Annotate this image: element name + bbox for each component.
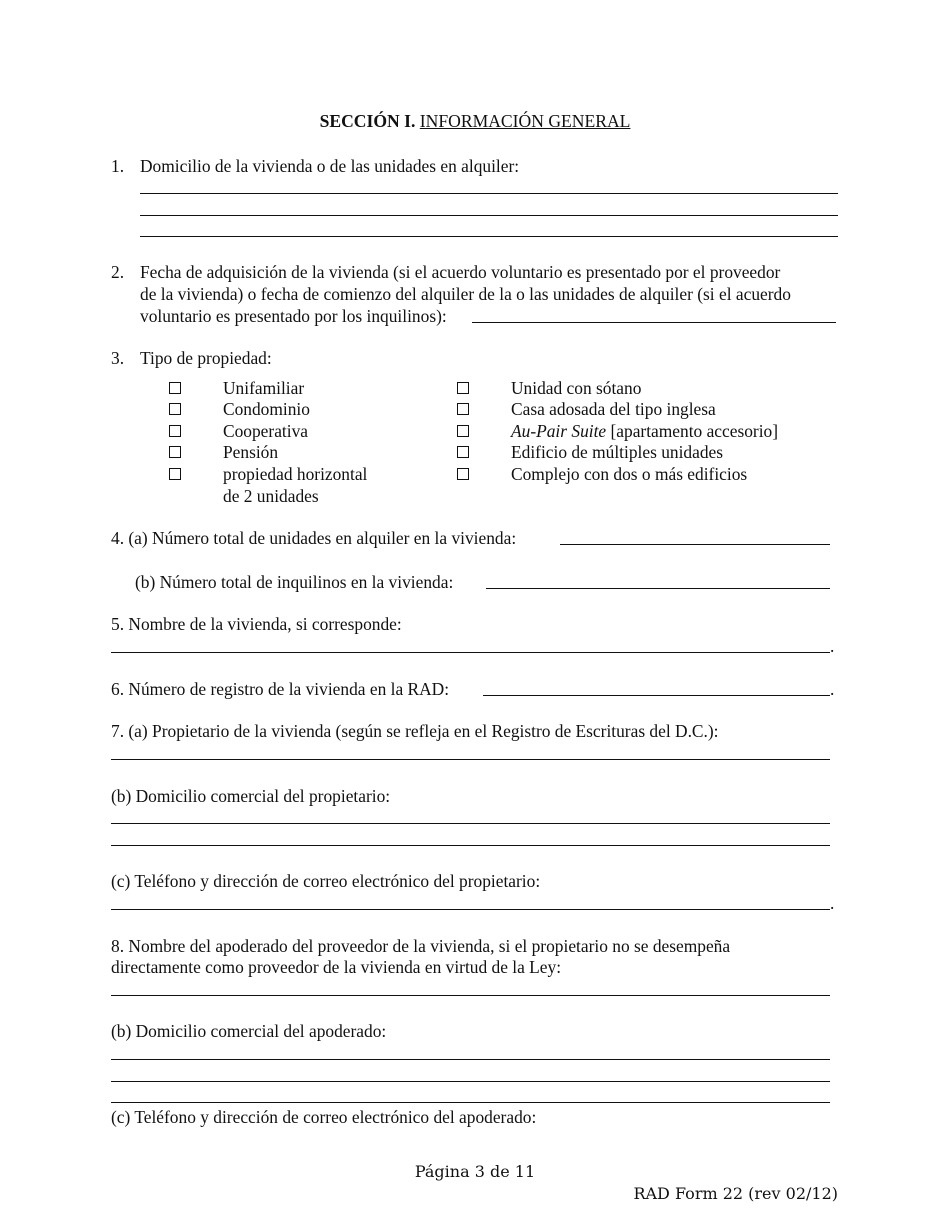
option-condominio: Condominio bbox=[223, 399, 310, 419]
q4a-label: 4. (a) Número total de unidades en alquiler en la vivienda: bbox=[111, 528, 517, 548]
checkbox-casa-adosada[interactable] bbox=[457, 403, 469, 415]
q7c-field[interactable] bbox=[111, 909, 830, 910]
au-pair-suffix: [apartamento accesorio] bbox=[606, 421, 779, 441]
checkbox-au-pair-suite[interactable] bbox=[457, 425, 469, 437]
checkbox-unidad-sotano[interactable] bbox=[457, 382, 469, 394]
checkbox-unifamiliar[interactable] bbox=[169, 382, 181, 394]
q1-address-line-3[interactable] bbox=[140, 236, 838, 237]
option-propiedad-horizontal: propiedad horizontal bbox=[223, 464, 368, 484]
option-cooperativa: Cooperativa bbox=[223, 421, 308, 441]
checkbox-edificio-multiples[interactable] bbox=[457, 446, 469, 458]
q1-address-line-1[interactable] bbox=[140, 193, 838, 194]
option-propiedad-horizontal-cont: de 2 unidades bbox=[223, 486, 319, 506]
q2-number: 2. bbox=[111, 262, 125, 282]
option-au-pair-suite bbox=[511, 421, 778, 443]
q8-line-2: directamente como proveedor de la vivienda en virtud de la Ley: bbox=[111, 957, 562, 977]
q4b-field[interactable] bbox=[486, 588, 830, 589]
q2-line-3: voluntario es presentado por los inquilinos): bbox=[140, 306, 447, 326]
q8b-field-2[interactable] bbox=[111, 1081, 830, 1082]
section-number: SECCIÓN I. bbox=[319, 111, 416, 131]
q5-period: . bbox=[830, 636, 835, 656]
form-id: RAD Form 22 (rev 02/12) bbox=[633, 1184, 838, 1203]
q2-date-field[interactable] bbox=[472, 322, 836, 323]
checkbox-pension[interactable] bbox=[169, 446, 181, 458]
q2-line-1: Fecha de adquisición de la vivienda (si el acuerdo voluntario es presentado por el proveedor bbox=[140, 262, 781, 282]
page-number: Página 3 de 11 bbox=[414, 1162, 536, 1181]
q6-field[interactable] bbox=[483, 695, 830, 696]
q4b-label: (b) Número total de inquilinos en la vivienda: bbox=[135, 572, 454, 592]
q6-label: 6. Número de registro de la vivienda en la RAD: bbox=[111, 679, 450, 699]
q8b-label: (b) Domicilio comercial del apoderado: bbox=[111, 1021, 387, 1041]
q7c-period: . bbox=[830, 893, 835, 913]
q5-label: 5. Nombre de la vivienda, si corresponde: bbox=[111, 614, 402, 634]
option-complejo-edificios: Complejo con dos o más edificios bbox=[511, 464, 748, 484]
option-unifamiliar: Unifamiliar bbox=[223, 378, 305, 398]
option-pension: Pensión bbox=[223, 442, 279, 462]
checkbox-complejo-edificios[interactable] bbox=[457, 468, 469, 480]
q7b-label: (b) Domicilio comercial del propietario: bbox=[111, 786, 391, 806]
checkbox-condominio[interactable] bbox=[169, 403, 181, 415]
q8b-field-1[interactable] bbox=[111, 1059, 830, 1060]
option-edificio-multiples: Edificio de múltiples unidades bbox=[511, 442, 724, 462]
q7b-field-2[interactable] bbox=[111, 845, 830, 846]
checkbox-cooperativa[interactable] bbox=[169, 425, 181, 437]
q4a-field[interactable] bbox=[560, 544, 830, 545]
q8b-field-3[interactable] bbox=[111, 1102, 830, 1103]
q8c-label: (c) Teléfono y dirección de correo electrónico del apoderado: bbox=[111, 1107, 537, 1127]
q6-period: . bbox=[830, 679, 835, 699]
section-title bbox=[0, 111, 950, 133]
q2-line-2: de la vivienda) o fecha de comienzo del alquiler de la o las unidades de alquiler (si el acuerdo bbox=[140, 284, 791, 304]
q7a-label: 7. (a) Propietario de la vivienda (según se refleja en el Registro de Escrituras del D.C.): bbox=[111, 721, 719, 741]
q7b-field-1[interactable] bbox=[111, 823, 830, 824]
option-unidad-sotano: Unidad con sótano bbox=[511, 378, 642, 398]
q3-label: Tipo de propiedad: bbox=[140, 348, 272, 368]
q3-number: 3. bbox=[111, 348, 125, 368]
q1-label: Domicilio de la vivienda o de las unidades en alquiler: bbox=[140, 156, 520, 176]
au-pair-italic: Au-Pair Suite bbox=[511, 421, 607, 441]
q8-line-1: 8. Nombre del apoderado del proveedor de la vivienda, si el propietario no se desempeña bbox=[111, 936, 731, 956]
checkbox-propiedad-horizontal[interactable] bbox=[169, 468, 181, 480]
q7a-field[interactable] bbox=[111, 759, 830, 760]
q8-name-field[interactable] bbox=[111, 995, 830, 996]
section-heading: INFORMACIÓN GENERAL bbox=[419, 111, 631, 131]
q1-number: 1. bbox=[111, 156, 125, 176]
q5-field[interactable] bbox=[111, 652, 830, 653]
option-casa-adosada: Casa adosada del tipo inglesa bbox=[511, 399, 716, 419]
q7c-label: (c) Teléfono y dirección de correo electrónico del propietario: bbox=[111, 871, 541, 891]
q1-address-line-2[interactable] bbox=[140, 215, 838, 216]
